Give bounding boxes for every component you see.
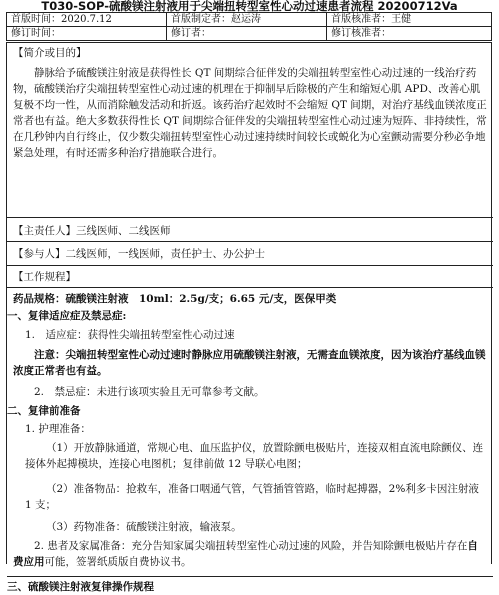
- intro-heading: 【简介或目的】: [13, 47, 87, 59]
- participants-text: 二线医师，一线医师，责任护士、办公护士: [65, 248, 265, 260]
- self-pay-highlight: 自费应用: [13, 540, 478, 568]
- owner-line: [13, 223, 487, 239]
- owner-heading: 【主责任人】: [13, 225, 76, 237]
- patient-prep-text: 2. 患者及家属准备：充分告知家属尖端扭转型室性心动过速的风险，并告知除颤电极贴片存在: [34, 540, 468, 552]
- section3-heading: 三、硫酸镁注射液复律操作规程: [7, 581, 154, 593]
- revision-table: [6, 12, 492, 41]
- nursing-prep-sub2: （2）准备物品：抢救车，准备口咽通气管，气管插管管路，临时起搏器，2%利多卡因注射液 1 支；: [25, 483, 479, 511]
- nursing-prep-sub1: （1）开放静脉通道，常规心电、血压监护仪，放置除颤电极贴片，连接双相直流电除颤仪、连接体外起搏模块，连接心电图机；复律前做 12 导联心电图；: [25, 442, 484, 470]
- patient-prep-tail: 可能，签署纸质版自费协议书。: [44, 556, 192, 568]
- nursing-prep-sub3: （3）药物准备：硫酸镁注射液，输液泵。: [46, 521, 242, 533]
- intro-paragraph: 静脉给予硫酸镁注射液是获得性长 QT 间期综合征伴发的尖端扭转型室性心动过速的一线治疗药物，硫酸镁治疗尖端扭转型室性心动过速的机理在于抑制早后除极的产生和缩短心肌 APD、改善心肌复极不均一性，从而消除触发活动和折返。该药治疗起效时不会缩短 QT 间期，对治疗基线血镁浓度正常者也有益。绝大多数获得性长 QT 间期综合征伴发的尖端扭转型室性心动过速为短阵、非持续性，常在几秒钟内自行终止，仅少数尖端扭转型室性心动过速持续时间较长或蜕化为心室颤动需要分秒必争地紧急处理，有时还需多种治疗措施联合进行。: [13, 67, 487, 159]
- patient-prep-item: [13, 538, 487, 570]
- divider: [7, 576, 493, 577]
- first-version-author: 首版制定者：赵运涛: [167, 13, 327, 27]
- revision-author: 修订者：: [167, 27, 327, 41]
- first-version-date: 首版时间：2020.7.12: [7, 13, 167, 27]
- section2-heading: 二、复律前准备: [7, 405, 81, 417]
- participants-heading: 【参与人】: [13, 248, 66, 260]
- content-box: [6, 42, 492, 593]
- drug-specification: 药品规格：硫酸镁注射液 10ml：2.5g/支；6.65 元/支，医保甲类: [13, 293, 337, 305]
- divider: [7, 241, 493, 242]
- divider: [7, 287, 493, 288]
- first-version-approver: 首版核准者：王健: [327, 13, 492, 27]
- revision-row-revision: [7, 27, 492, 41]
- contraindication-item: 2. 禁忌症：未进行该项实验且无可靠参考文献。: [34, 386, 265, 398]
- indication-item: 1. 适应症：获得性尖端扭转型室性心动过速: [25, 329, 235, 341]
- owner-text: 三线医师、二线医师: [76, 225, 171, 237]
- section1-heading: 一、复律适应症及禁忌症:: [7, 310, 127, 322]
- revision-approver: 修订核准者：: [327, 27, 492, 41]
- procedure-heading: 【工作规程】: [13, 271, 76, 283]
- divider: [7, 217, 493, 218]
- participants-line: [13, 246, 487, 262]
- revision-date: 修订时间：: [7, 27, 167, 41]
- document-title: T030-SOP-硫酸镁注射液用于尖端扭转型室性心动过速患者流程 20200712Va: [41, 0, 458, 12]
- note-paragraph: 注意：尖端扭转型室性心动过速时静脉应用硫酸镁注射液，无需查血镁浓度，因为该治疗基线血镁浓度正常者也有益。: [13, 349, 486, 377]
- revision-row-first: [7, 13, 492, 27]
- divider: [7, 265, 493, 266]
- nursing-prep-item: 1. 护理准备：: [25, 423, 91, 435]
